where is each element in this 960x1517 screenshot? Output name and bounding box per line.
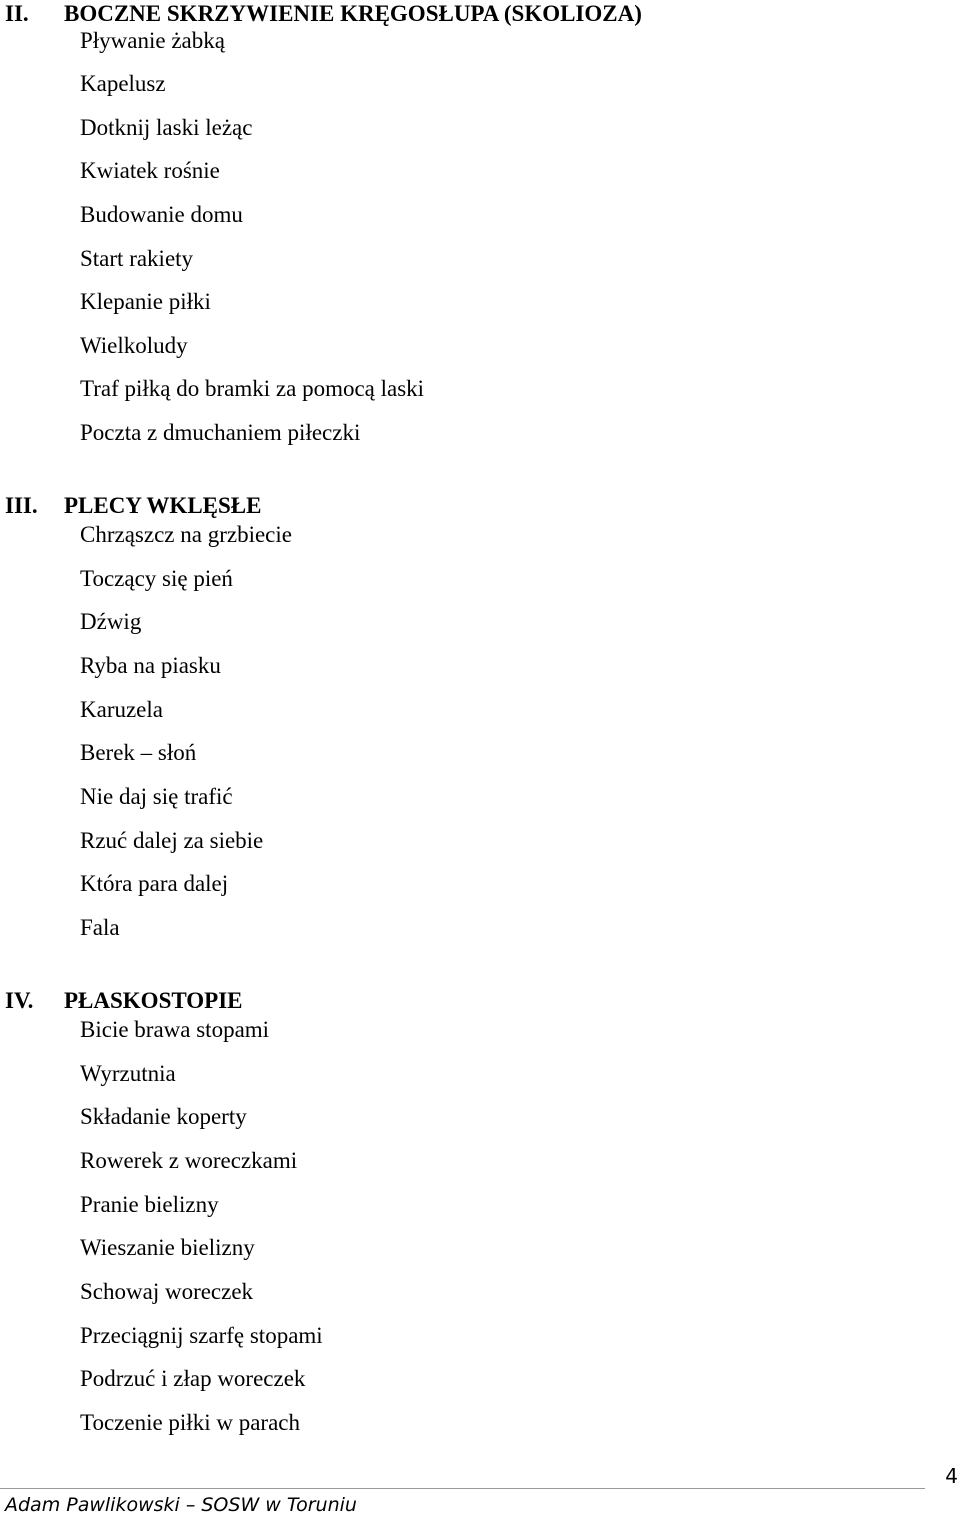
- list-item-text: Berek – słoń: [80, 740, 197, 765]
- list-item-text: Pranie bielizny: [80, 1192, 219, 1217]
- list-item-text: Wyrzutnia: [80, 1061, 176, 1086]
- list-item-text: Składanie koperty: [80, 1104, 247, 1129]
- list-item-text: Chrząszcz na grzbiecie: [80, 522, 292, 547]
- footer-divider: [0, 1488, 925, 1489]
- section-title: PLECY WKLĘSŁE: [64, 493, 262, 518]
- list-item-text: Nie daj się trafić: [80, 784, 233, 809]
- list-item-text: Bicie brawa stopami: [80, 1017, 270, 1042]
- list-item-text: Klepanie piłki: [80, 289, 211, 314]
- section-title: BOCZNE SKRZYWIENIE KRĘGOSŁUPA (SKOLIOZA): [64, 1, 642, 26]
- list-item-text: Karuzela: [80, 697, 163, 722]
- footer-author: Adam Pawlikowski – SOSW w Toruniu: [5, 1494, 357, 1516]
- section-roman-numeral: II.: [5, 1, 29, 26]
- list-item-text: Toczenie piłki w parach: [80, 1410, 300, 1435]
- section-title: PŁASKOSTOPIE: [64, 988, 243, 1013]
- list-item-text: Która para dalej: [80, 871, 229, 896]
- page-number: 4: [945, 1464, 958, 1488]
- list-item-text: Budowanie domu: [80, 202, 243, 227]
- list-item-text: Podrzuć i złap woreczek: [80, 1366, 306, 1391]
- list-item-text: Wieszanie bielizny: [80, 1235, 255, 1260]
- list-item-text: Toczący się pień: [80, 566, 233, 591]
- list-item-text: Schowaj woreczek: [80, 1279, 254, 1304]
- list-item-text: Przeciągnij szarfę stopami: [80, 1323, 323, 1348]
- list-item-text: Dźwig: [80, 609, 142, 634]
- list-item-text: Wielkoludy: [80, 333, 188, 358]
- list-item-text: Rzuć dalej za siebie: [80, 828, 264, 853]
- list-item-text: Fala: [80, 915, 120, 940]
- list-item-text: Rowerek z woreczkami: [80, 1148, 298, 1173]
- list-item-text: Kapelusz: [80, 71, 166, 96]
- section-roman-numeral: IV.: [5, 988, 34, 1013]
- section-roman-numeral: III.: [5, 493, 38, 518]
- list-item-text: Start rakiety: [80, 246, 194, 271]
- list-item-text: Pływanie żabką: [80, 28, 225, 53]
- list-item-text: Poczta z dmuchaniem piłeczki: [80, 420, 361, 445]
- list-item-text: Kwiatek rośnie: [80, 158, 220, 183]
- list-item-text: Traf piłką do bramki za pomocą laski: [80, 376, 425, 401]
- list-item-text: Ryba na piasku: [80, 653, 221, 678]
- list-item-text: Dotknij laski leżąc: [80, 115, 253, 140]
